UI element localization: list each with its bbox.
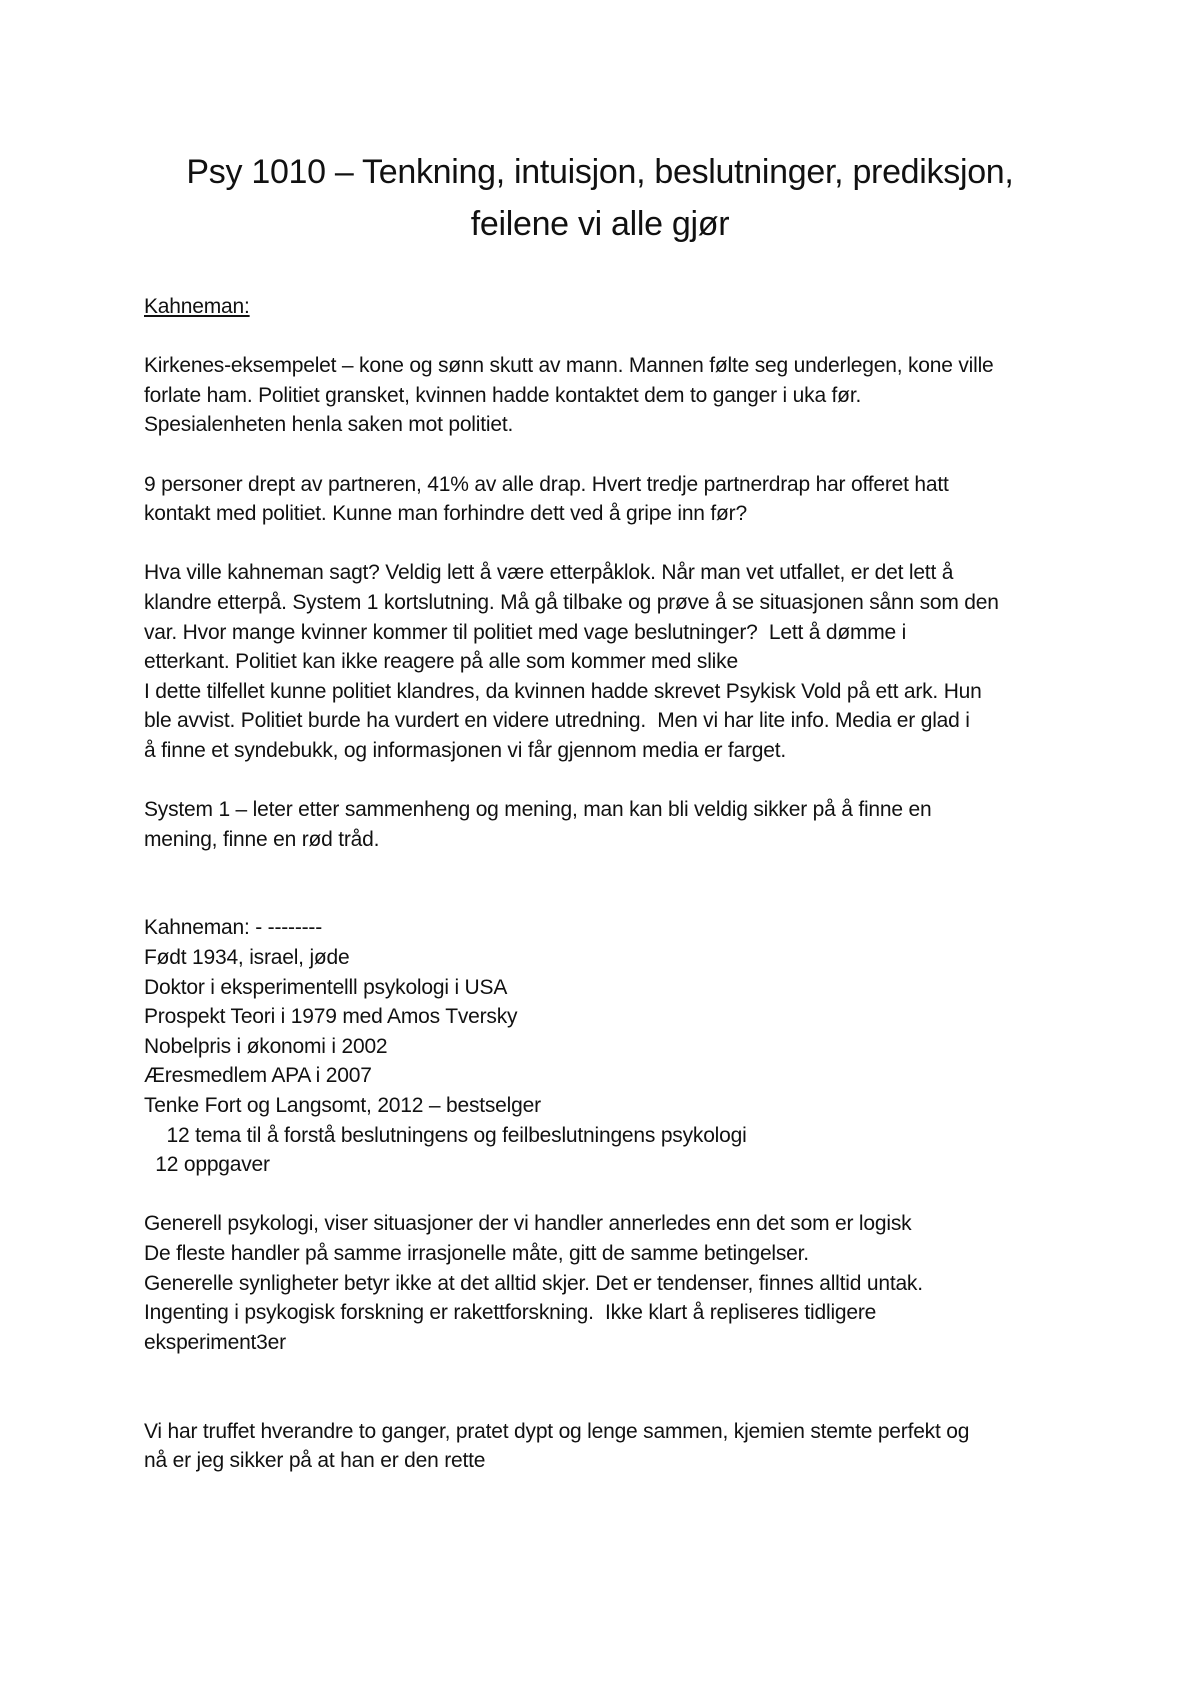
text-line: Tenke Fort og Langsomt, 2012 – bestselger bbox=[144, 1094, 541, 1118]
text-line: var. Hvor mange kvinner kommer til politiet med vage beslutninger? Lett å dømme i bbox=[144, 620, 907, 644]
text-line: etterkant. Politiet kan ikke reagere på alle som kommer med slike bbox=[144, 650, 738, 674]
text-line: Kahneman: - -------- bbox=[144, 916, 323, 940]
text-line: 9 personer drept av partneren, 41% av alle drap. Hvert tredje partnerdrap har offeret hatt bbox=[144, 472, 949, 496]
paragraph-statistics bbox=[144, 470, 1074, 529]
document-title bbox=[100, 146, 1100, 250]
text-line: eksperiment3er bbox=[144, 1330, 286, 1354]
text-line: System 1 – leter etter sammenheng og mening, man kan bli veldig sikker på å finne en bbox=[144, 798, 932, 822]
text-line: nå er jeg sikker på at han er den rette bbox=[144, 1449, 486, 1473]
title-line-2: feilene vi alle gjør bbox=[470, 205, 730, 243]
text-line: 12 oppgaver bbox=[144, 1153, 270, 1177]
paragraph-kirkenes bbox=[144, 351, 1074, 440]
text-line: kontakt med politiet. Kunne man forhindre dett ved å gripe inn før? bbox=[144, 502, 747, 526]
text-line: forlate ham. Politiet gransket, kvinnen hadde kontaktet dem to ganger i uka før. bbox=[144, 383, 862, 407]
title-line-1: Psy 1010 – Tenkning, intuisjon, beslutninger, prediksjon, bbox=[186, 153, 1014, 191]
text-line: Ingenting i psykogisk forskning er rakettforskning. Ikke klart å repliseres tidligere bbox=[144, 1301, 877, 1325]
text-line: 12 tema til å forstå beslutningens og feilbeslutningens psykologi bbox=[144, 1123, 747, 1147]
text-line: Generelle synligheter betyr ikke at det alltid skjer. Det er tendenser, finnes alltid untak. bbox=[144, 1271, 923, 1295]
paragraph-system1 bbox=[144, 795, 1074, 854]
text-line: Hva ville kahneman sagt? Veldig lett å være etterpåklok. Når man vet utfallet, er det lett å bbox=[144, 561, 954, 585]
paragraph-hindsight bbox=[144, 558, 1074, 765]
text-line: Doktor i eksperimentelll psykologi i USA bbox=[144, 975, 508, 999]
paragraph-general-psychology bbox=[144, 1209, 1074, 1357]
document-body bbox=[144, 292, 1074, 1476]
text-line: Kirkenes-eksempelet – kone og sønn skutt av mann. Mannen følte seg underlegen, kone ville bbox=[144, 354, 994, 378]
text-line: Født 1934, israel, jøde bbox=[144, 946, 350, 970]
text-line: Generell psykologi, viser situasjoner der vi handler annerledes enn det som er logisk bbox=[144, 1212, 912, 1236]
text-line: Vi har truffet hverandre to ganger, pratet dypt og lenge sammen, kjemien stemte perfekt og bbox=[144, 1419, 970, 1443]
text-line: Spesialenheten henla saken mot politiet. bbox=[144, 413, 514, 437]
text-line: ble avvist. Politiet burde ha vurdert en videre utredning. Men vi har lite info. Media er glad i bbox=[144, 709, 970, 733]
text-line: klandre etterpå. System 1 kortslutning. Må gå tilbake og prøve å se situasjonen sånn som den bbox=[144, 590, 999, 614]
text-line: å finne et syndebukk, og informasjonen vi får gjennom media er farget. bbox=[144, 738, 787, 762]
text-line: Prospekt Teori i 1979 med Amos Tversky bbox=[144, 1005, 518, 1029]
paragraph-example bbox=[144, 1417, 1074, 1476]
section-heading: Kahneman: bbox=[144, 295, 250, 318]
text-line: Nobelpris i økonomi i 2002 bbox=[144, 1034, 388, 1058]
text-line: mening, finne en rød tråd. bbox=[144, 827, 380, 851]
text-line: I dette tilfellet kunne politiet klandres, da kvinnen hadde skrevet Psykisk Vold på ett ark. Hun bbox=[144, 679, 982, 703]
text-line: De fleste handler på samme irrasjonelle måte, gitt de samme betingelser. bbox=[144, 1242, 809, 1265]
text-line: Æresmedlem APA i 2007 bbox=[144, 1064, 372, 1088]
paragraph-kahneman-bio bbox=[144, 913, 1074, 1179]
